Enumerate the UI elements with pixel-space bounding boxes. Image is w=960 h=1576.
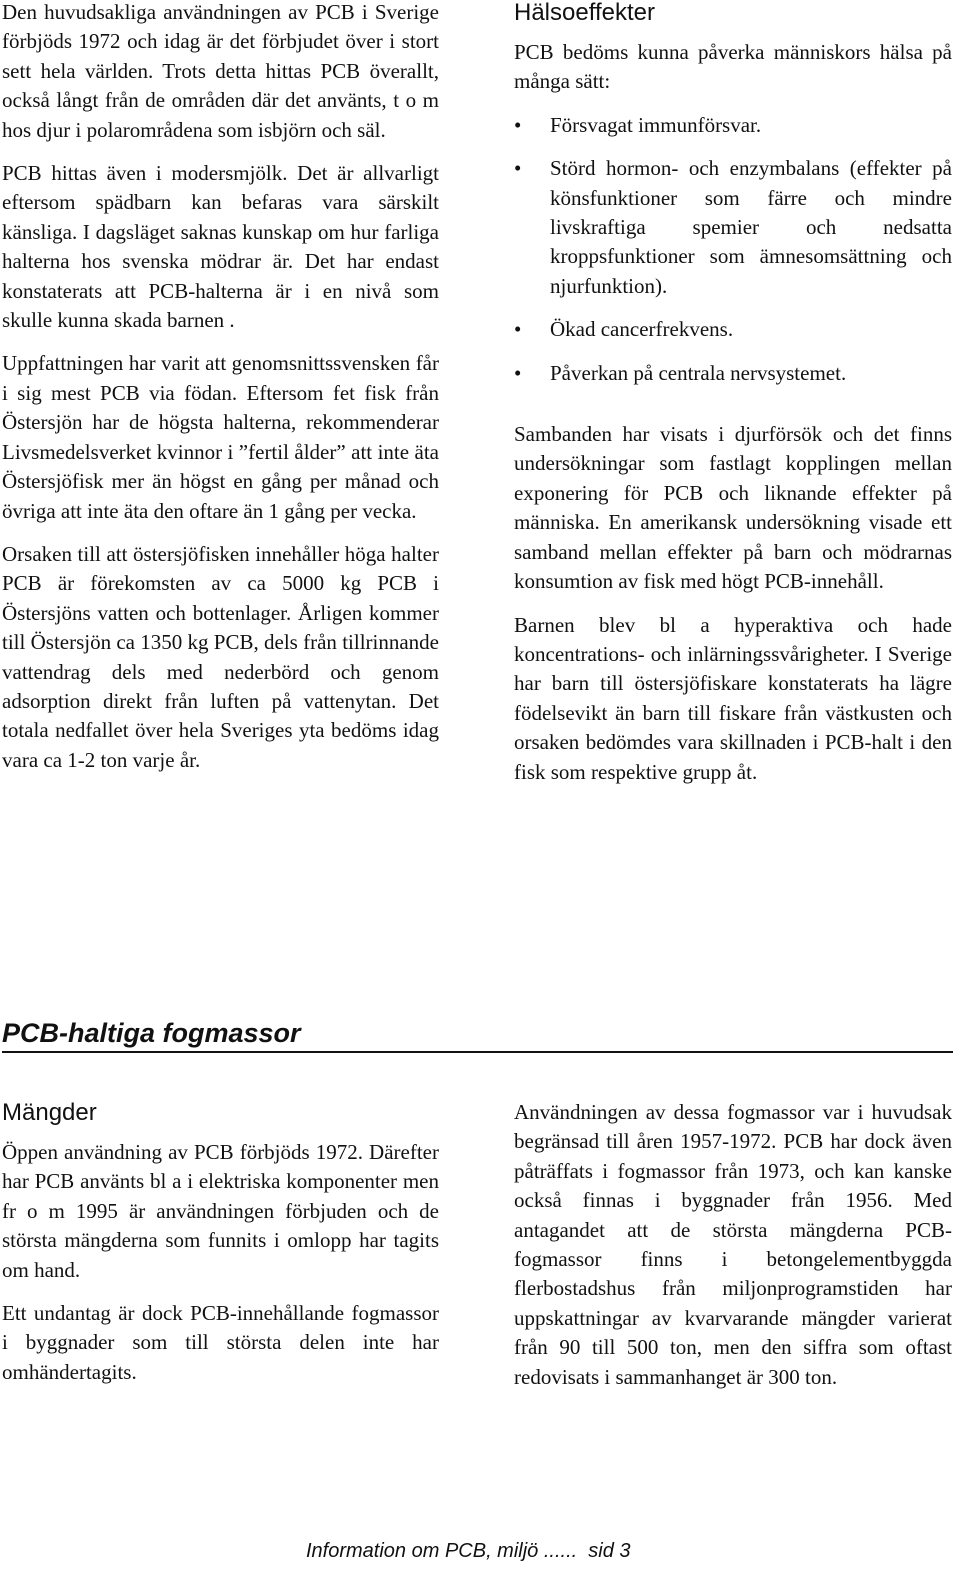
section-heading: [2, 1015, 953, 1053]
paragraph: Uppfattningen har varit att genomsnittssvensken får i sig mest PCB via födan. Eftersom fet fisk från Östersjön har de högsta halterna, rekommenderar Livsmedelsverket kvinnor i ”fertil ålder” att inte äta Östersjöfisk mer än högst en gång per månad och övriga att inte äta den oftare än 1 gång per vecka.: [2, 351, 439, 523]
bullet-icon: •: [514, 317, 522, 342]
paragraph: PCB hittas även i modersmjölk. Det är allvarligt eftersom spädbarn kan befaras vara särskilt känsliga. I dagsläget saknas kunskap om hur farliga halterna hos svenska mödrar är. Det har endast konstaterats att PCB-halterna är i en nivå som skulle kunna skada barnen .: [2, 161, 439, 333]
bullet-icon: •: [514, 156, 522, 181]
bullet-icon: •: [514, 360, 522, 385]
list-item-text: Försvagat immunförsvar.: [550, 112, 762, 137]
paragraph: Den huvudsakliga användningen av PCB i Sverige förbjöds 1972 och idag är det förbjudet över i stort sett hela världen. Trots detta hittas PCB överallt, också långt från de områden där det använts, t o m hos djur i polarområdena som isbjörn och säl.: [2, 0, 439, 142]
section-title: PCB-haltiga fogmassor: [2, 1018, 301, 1048]
page-footer: Information om PCB, miljö ...... sid 3: [306, 1540, 631, 1562]
list-item: [514, 154, 952, 301]
left-column-top: [2, 0, 439, 789]
paragraph: Sambanden har visats i djurförsök och det finns undersökningar som fastlagt kopplingen mellan exponering för PCB och liknande effekter på människa. En amerikansk undersökning visade ett samband mellan effekter på barn och mödrarnas konsumtion av fisk med högt PCB-innehåll.: [514, 422, 952, 594]
right-column-top: [514, 0, 952, 801]
quantities-heading: Mängder: [2, 1099, 97, 1126]
health-effects-heading: Hälsoeffekter: [514, 0, 655, 26]
list-item: [514, 111, 952, 140]
health-effects-list: [514, 111, 952, 388]
bullet-icon: •: [514, 112, 522, 137]
right-column-bottom: [514, 1098, 952, 1406]
left-column-bottom: [2, 1098, 439, 1401]
paragraph: Barnen blev bl a hyperaktiva och hade koncentrations- och inlärningssvårigheter. I Sverige har barn till östersjöfiskare konstaterats ha lägre födelsevikt än barn till fiskare från västkusten och orsaken bedömdes vara skillnaden i PCB-halt i den fisk som respektive grupp åt.: [514, 612, 952, 784]
list-item: [514, 359, 952, 388]
list-item-text: Påverkan på centrala nervsystemet.: [550, 360, 847, 385]
list-item: [514, 315, 952, 344]
paragraph: Ett undantag är dock PCB-innehållande fogmassor i byggnader som till största delen inte har omhändertagits.: [2, 1301, 439, 1384]
intro-paragraph: PCB bedöms kunna påverka människors hälsa på många sätt:: [514, 40, 952, 94]
paragraph: Användningen av dessa fogmassor var i huvudsak begränsad till åren 1957-1972. PCB har dock även påträffats i fogmassor från 1973, och kan kanske också finnas i byggnader från 1956. Med antagandet att de största mängderna PCB-fogmassor finns i betongelementbyggda flerbostadshus från miljonprogramstiden har uppskattningar av kvarvarande mängder varierat från 90 till 500 ton, men den siffra som oftast redovisats i sammanhanget är 300 ton.: [514, 1100, 952, 1389]
list-item-text: Störd hormon- och enzymbalans (effekter på könsfunktioner som färre och mindre livskraftiga spemier och nedsatta kroppsfunktioner som ämnesomsättning och njurfunktion).: [550, 156, 952, 298]
paragraph: Orsaken till att östersjöfisken innehåller höga halter PCB är förekomsten av ca 5000 kg PCB i Östersjöns vatten och bottenlager. Årligen kommer till Östersjön ca 1350 kg PCB, dels från tillrinnande vattendrag dels med nederbörd och genom adsorption direkt från luften på vattenytan. Det totala nedfallet över hela Sveriges yta bedöms idag vara ca 1-2 ton varje år.: [2, 541, 439, 772]
list-item-text: Ökad cancerfrekvens.: [550, 317, 734, 342]
paragraph: Öppen användning av PCB förbjöds 1972. Därefter har PCB använts bl a i elektriska komponenter men fr o m 1995 är användningen förbjuden och de största mängderna som funnits i omlopp har tagits om hand.: [2, 1140, 439, 1282]
